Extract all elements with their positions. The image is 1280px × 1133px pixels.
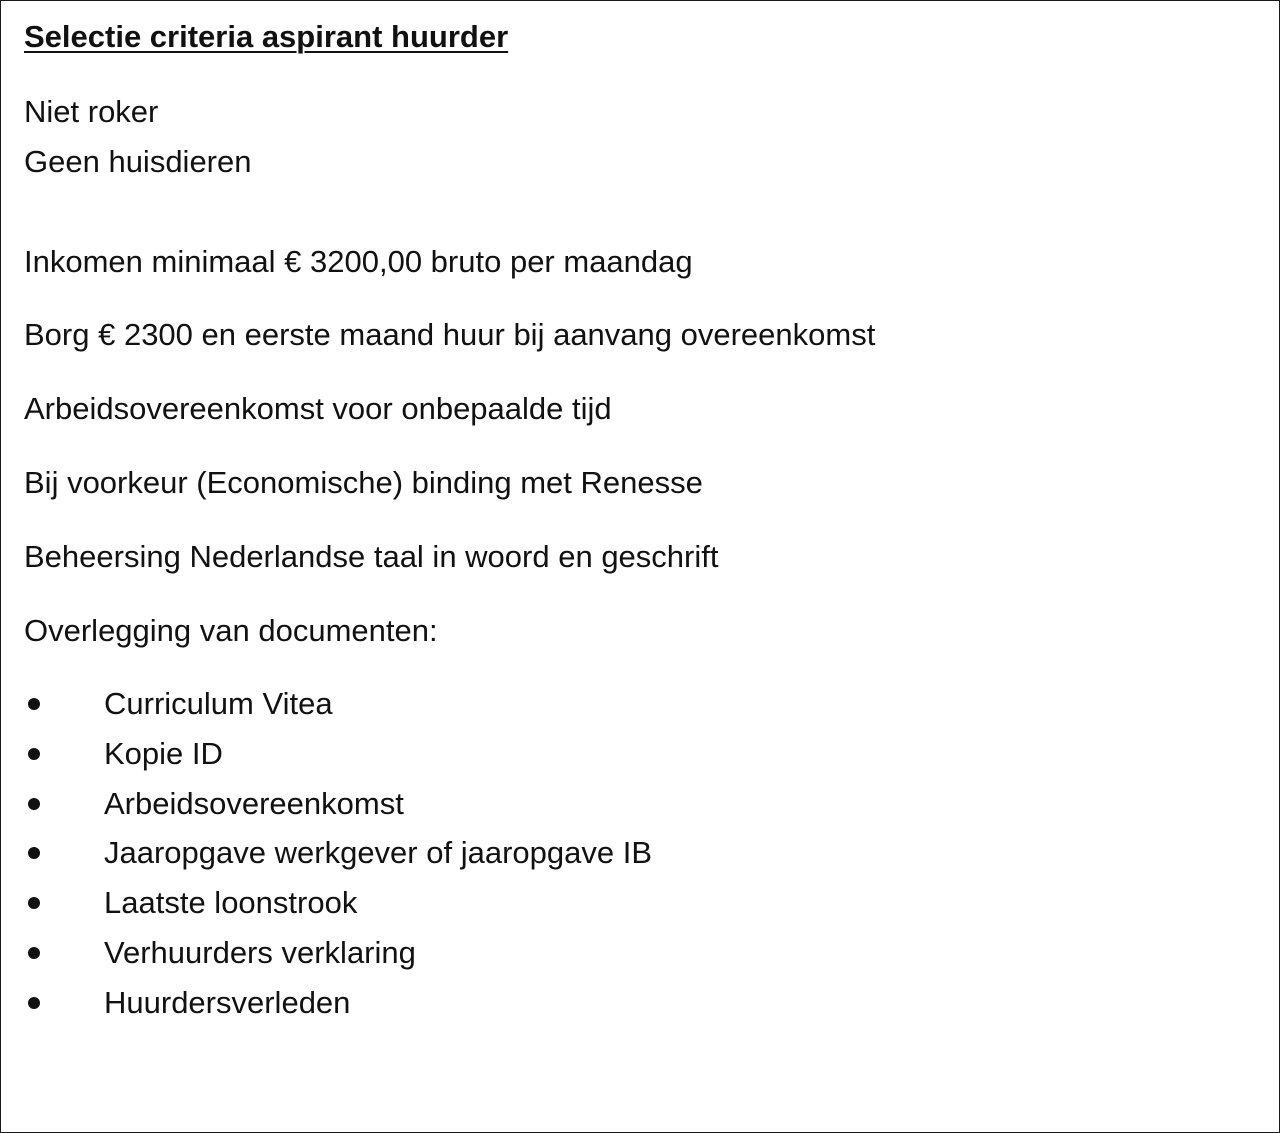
criterion-employment-contract: Arbeidsovereenkomst voor onbepaalde tijd <box>24 391 612 426</box>
bullet-icon <box>28 798 40 810</box>
bullet-icon <box>28 947 40 959</box>
criterion-deposit: Borg € 2300 en eerste maand huur bij aanvang overeenkomst <box>24 317 876 352</box>
bullet-icon <box>28 997 40 1009</box>
list-item-label: Curriculum Vitea <box>104 686 333 721</box>
list-item-label: Huurdersverleden <box>104 984 351 1020</box>
bullet-icon <box>28 748 40 760</box>
list-item-label: Kopie ID <box>104 735 223 771</box>
criterion-no-pets: Geen huisdieren <box>24 144 252 179</box>
criterion-dutch-language: Beheersing Nederlandse taal in woord en geschrift <box>24 539 719 574</box>
criterion-income: Inkomen minimaal € 3200,00 bruto per maandag <box>24 244 693 279</box>
documents-heading: Overlegging van documenten: <box>24 613 438 648</box>
list-item-label: Jaaropgave werkgever of jaaropgave IB <box>104 835 652 871</box>
document-title: Selectie criteria aspirant huurder <box>24 19 509 54</box>
criterion-non-smoker: Niet roker <box>24 94 159 129</box>
list-item-label: Laatste loonstrook <box>104 885 358 921</box>
criterion-binding-renesse: Bij voorkeur (Economische) binding met Renesse <box>24 465 703 500</box>
bullet-icon <box>28 698 40 710</box>
list-item-label: Verhuurders verklaring <box>104 934 416 970</box>
bullet-icon <box>28 897 40 909</box>
bullet-icon <box>28 847 40 859</box>
list-item-label: Arbeidsovereenkomst <box>104 785 404 821</box>
